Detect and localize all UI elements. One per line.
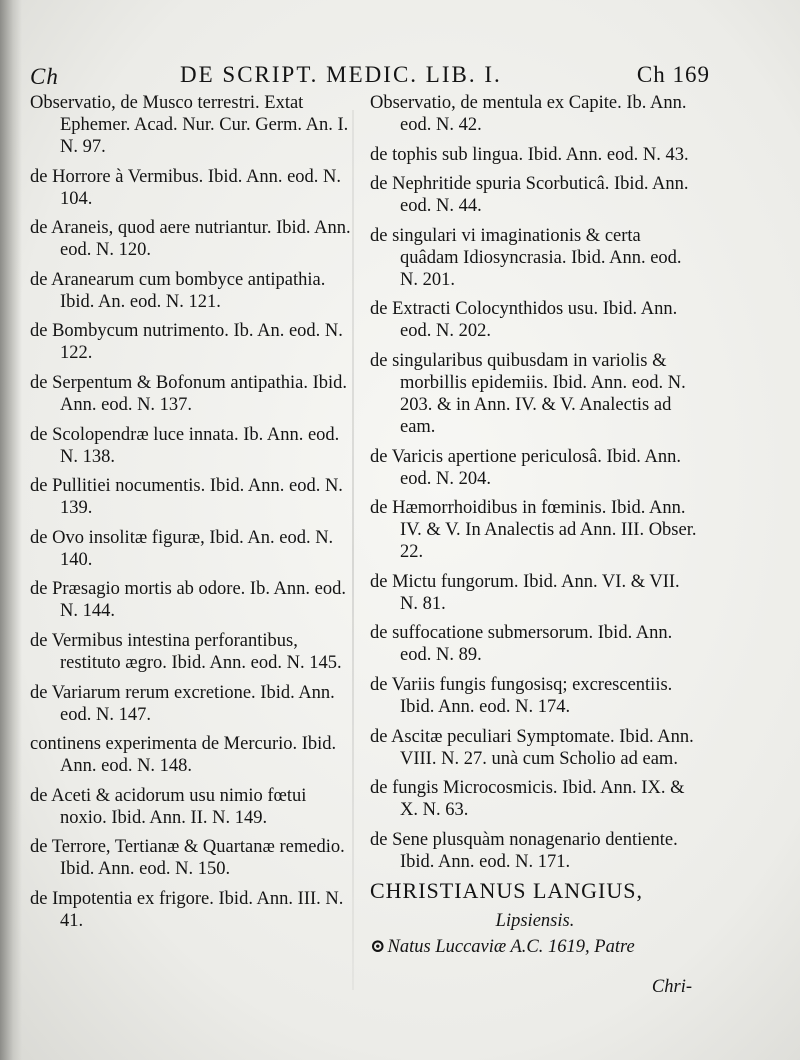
bibliography-entry: de Sene plusquàm nonagenario dentiente. Ibid. Ann. eod. N. 171.: [370, 829, 678, 872]
bibliography-entry: de Mictu fungorum. Ibid. Ann. VI. & VII. N. 81.: [370, 571, 680, 614]
bibliography-entry: continens experimenta de Mercurio. Ibid. Ann. eod. N. 148.: [30, 734, 337, 777]
bibliography-entry: de Serpentum & Bofonum antipathia. Ibid. Ann. eod. N. 137.: [30, 372, 348, 415]
page-binding-shadow: [0, 0, 22, 1060]
bibliography-entry: de Variis fungis fungosisq; excrescentiis. Ibid. Ann. eod. N. 174.: [370, 674, 673, 717]
bibliography-entry: de Terrore, Tertianæ & Quartanæ remedio. Ibid. Ann. eod. N. 150.: [30, 837, 345, 880]
bibliography-entry: de Ascitæ peculiari Symptomate. Ibid. Ann. VIII. N. 27. unà cum Scholio ad eam.: [370, 726, 694, 769]
bibliography-entry: de Nephritide spuria Scorbuticâ. Ibid. Ann. eod. N. 44.: [370, 174, 689, 217]
bibliography-entry: de suffocatione submersorum. Ibid. Ann. eod. N. 89.: [370, 623, 673, 666]
header-left-catchword: Ch: [30, 64, 59, 89]
author-origin: Lipsiensis.: [495, 910, 575, 931]
birth-symbol-icon: ⊙: [370, 936, 386, 957]
bibliography-entry: de fungis Microcosmicis. Ibid. Ann. IX. & X. N. 63.: [370, 778, 685, 821]
author-birth-line: [370, 936, 700, 958]
bibliography-entry: Observatio, de Musco terrestri. Extat Ephemer. Acad. Nur. Cur. Germ. An. I. N. 97.: [30, 93, 349, 157]
bibliography-entry: Observatio, de mentula ex Capite. Ib. Ann. eod. N. 42.: [370, 93, 687, 135]
page-catchword: Chri-: [651, 977, 692, 998]
bibliography-entry: de Hæmorrhoidibus in fœminis. Ibid. Ann. IV. & V. In Analectis ad Ann. III. Obser. 22.: [370, 498, 697, 563]
bibliography-entry: de tophis sub lingua. Ibid. Ann. eod. N. 43.: [370, 144, 689, 165]
bibliography-entry: de Aranearum cum bombyce antipathia. Ibid. An. eod. N. 121.: [30, 269, 326, 312]
bibliography-entry: de Araneis, quod aere nutriantur. Ibid. Ann. eod. N. 120.: [30, 218, 351, 261]
bibliography-entry: de Ovo insolitæ figuræ, Ibid. An. eod. N. 140.: [30, 527, 334, 570]
header-page-number: Ch 169: [636, 62, 710, 87]
right-column: [370, 92, 700, 1017]
author-heading: CHRISTIANUS LANGIUS,: [370, 878, 644, 904]
bibliography-entry: de Bombycum nutrimento. Ib. An. eod. N. 122.: [30, 321, 343, 364]
column-gutter: [352, 110, 354, 990]
bibliography-entry: de Aceti & acidorum usu nimio fœtui noxio. Ibid. Ann. II. N. 149.: [30, 785, 307, 828]
bibliography-entry: de Extracti Colocynthidos usu. Ibid. Ann. eod. N. 202.: [370, 299, 678, 342]
bibliography-entry: de Impotentia ex frigore. Ibid. Ann. III. N. 41.: [30, 888, 344, 931]
running-header: [30, 62, 710, 92]
bibliography-entry: de Horrore à Vermibus. Ibid. Ann. eod. N. 104.: [30, 166, 342, 209]
bibliography-entry: de Varicis apertione periculosâ. Ibid. Ann. eod. N. 204.: [370, 446, 681, 489]
bibliography-entry: de Vermibus intestina perforantibus, restituto ægro. Ibid. Ann. eod. N. 145.: [30, 630, 342, 673]
bibliography-entry: de singulari vi imaginationis & certa quâdam Idiosyncrasia. Ibid. Ann. eod. N. 201.: [370, 225, 682, 290]
header-title: DE SCRIPT. MEDIC. LIB. I.: [180, 62, 502, 87]
bibliography-entry: de singularibus quibusdam in variolis & morbillis epidemiis. Ibid. Ann. eod. N. 203. & in Ann. IV. & V. Analectis ad eam.: [370, 350, 686, 437]
author-birth-text: Natus Luccaviæ A.C. 1619, Patre: [387, 936, 635, 957]
bibliography-entry: de Scolopendræ luce innata. Ib. Ann. eod. N. 138.: [30, 424, 340, 467]
bibliography-entry: de Variarum rerum excretione. Ibid. Ann. eod. N. 147.: [30, 682, 335, 725]
bibliography-entry: de Præsagio mortis ab odore. Ib. Ann. eod. N. 144.: [30, 579, 346, 622]
left-column: [30, 92, 352, 940]
bibliography-entry: de Pullitiei nocumentis. Ibid. Ann. eod. N. 139.: [30, 476, 343, 519]
